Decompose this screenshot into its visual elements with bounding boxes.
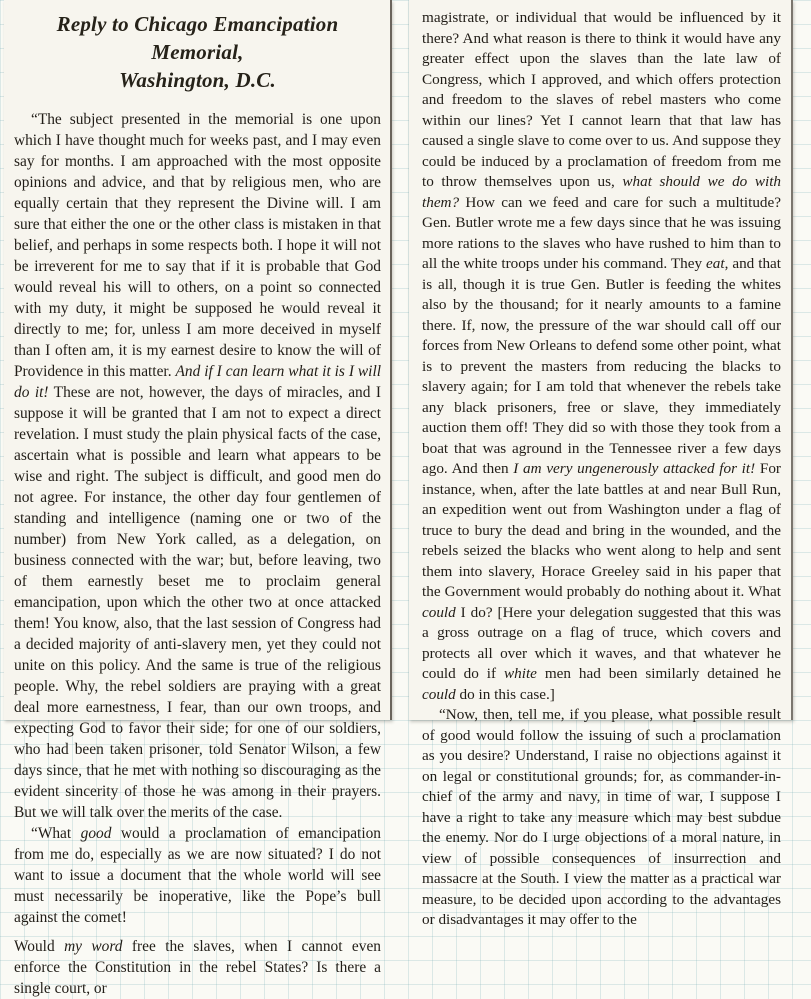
paragraph [14,936,381,999]
title-line-1: Reply to Chicago Emancipation Memorial, [56,12,339,64]
page-scan-right [409,0,793,928]
text-run: Would [14,938,65,955]
page-scan-left [4,0,392,997]
text-run: For instance, when, after the late battles at and near Bull Run, an expedition went out from Washington under a flag of truce to bury the dead and bring in the wounded, and the rebels seized the blacks who went along to help and sent them into slavery, Horace Greeley said in his paper that the Government would probably do nothing about it. What [422,460,781,600]
paragraph [14,823,381,928]
italic-text-run: my word [64,938,123,955]
text-run: free the slaves, when I cannot even enforce the Constitution in the rebel States? Is there a single court, or [14,938,381,997]
text-run: “What [31,825,81,842]
paragraph [422,705,781,931]
text-run: men had been similarly detained he [536,665,781,682]
italic-text-run: what should we do with them? [422,173,782,211]
text-column-left [14,109,381,999]
text-run: “Now, then, tell me, if you please, what possible result of good would follow the issuing of such a proclamation as you desire? Understand, I raise no objections against it on legal or constitutional grounds; for, as commander-in-chief of the army and navy, in time of war, I suppose I have a right to take any measure which may best subdue the enemy. Nor do I urge objections of a moral nature, in view of possible consequences of insurrection and massacre at the South. I view the matter as a practical war measure, to be decided upon according to the advantages or disadvantages it may offer to the [422,706,781,928]
italic-text-run: could [422,603,456,621]
text-run: How can we feed and care for such a multitude? Gen. Butler wrote me a few days since that he was issuing more rations to the slaves who have rushed to him than to all the white troops under his command. They [422,193,781,272]
italic-text-run: I am very ungenerously attacked for it! [513,460,756,477]
text-run: “The subject presented in the memorial is one upon which I have thought much for weeks past, and I may even say for months. I am approached with the most opposite opinions and advice, and that by religious men, who are equally certain that they represent the Divine will. I am sure that either the one or the other class is mistaken in that belief, and perhaps in some respects both. I hope it will not be irreverent for me to say that if it is probable that God would reveal his will to others, on a point so connected with my duty, it might be supposed he would reveal it directly to me; for, unless I am more deceived in myself than I often am, it is my earnest desire to know the will of Providence in this matter. [14,111,381,380]
text-run: I do? [Here your delegation suggested that this was a gross outrage on a flag of truce, which covers and protects all over which it waves, and that whatever he could do if [422,603,781,682]
text-column-right [422,8,781,931]
text-run: , and that is all, though it is true Gen. Butler is feeding the whites also by the thousand; for it nearly amounts to a famine there. If, now, the pressure of the war should call off our forces from New Orleans to defend some other point, what is to prevent the masters from reducing the blacks to slavery again; for I am told that whenever the rebels take any black prisoners, free or slave, they immediately auction them off! They did so with those they took from a boat that was aground in the Tennessee river a few days ago. And then [422,255,782,477]
document-title [14,10,381,94]
italic-text-run: And if I can learn what it is I will do it! [14,363,381,401]
text-run: These are not, however, the days of miracles, and I suppose it will be granted that I am not to expect a direct revelation. I must study the plain physical facts of the case, ascertain what is possible and learn what appears to be wise and right. The subject is difficult, and good men do not agree. For instance, the other day four gentlemen of standing and intelligence (naming one or two of the number) from New York called, as a delegation, on business connected with the war; but, before leaving, two of them earnestly beset me to proclaim general emancipation, upon which the other two at once attacked them! You know, also, that the last session of Congress had a decided majority of anti-slavery men, yet they could not unite on this policy. And the same is true of the religious people. Why, the rebel soldiers are praying with a great deal more earnestness, I fear, than our own troops, and expecting God to favor their side; for one of our soldiers, who had been taken prisoner, told Senator Wilson, a few days since, that he met with nothing so discouraging as the evident sincerity of those he was among in their prayers. But we will talk over the merits of the case. [14,384,381,821]
text-run: magistrate, or individual that would be influenced by it there? And what reason is there to think it would have any greater effect upon the slaves than the late law of Congress, which I approved, and which offers protection and freedom to the slaves of rebel masters who come within our lines? Yet I cannot learn that that law has caused a single slave to come over to us. And suppose they could be induced by a proclamation of freedom from me to throw themselves upon us, [422,9,781,190]
title-line-2: Washington, D.C. [119,68,276,92]
italic-text-run: white [504,665,537,682]
paragraph [422,8,781,705]
text-run: would a proclamation of emancipation from me do, especially as we are now situated? I do not want to issue a document that the whole world will see must necessarily be inoperative, like the Pope’s bull against the comet! [14,825,381,926]
italic-text-run: could [422,685,456,703]
italic-text-run: good [80,825,112,842]
text-run: do in this case.] [455,685,555,703]
italic-text-run: eat [706,255,725,272]
paragraph [14,109,381,823]
